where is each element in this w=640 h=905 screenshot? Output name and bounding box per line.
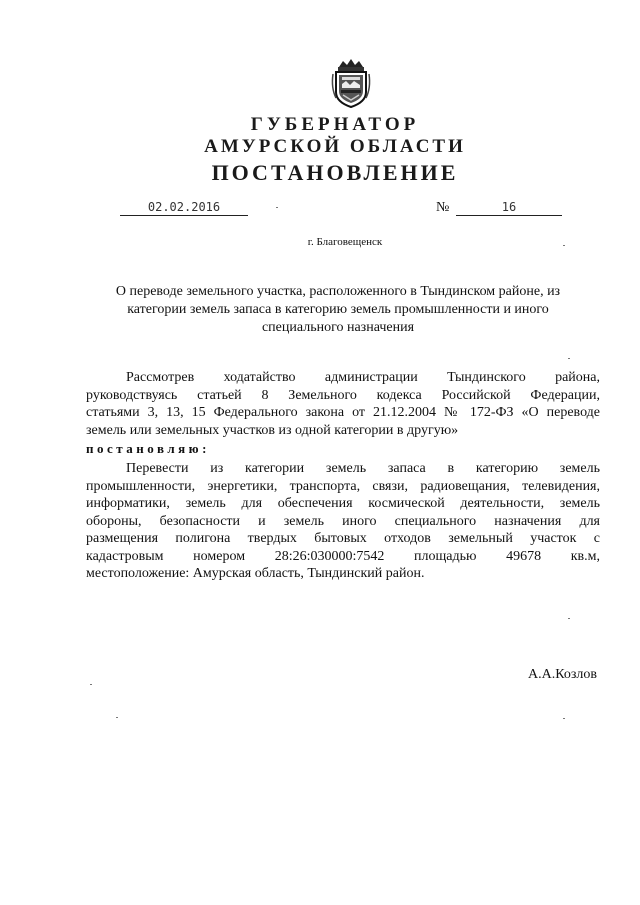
- scan-speck: [563, 245, 565, 246]
- preamble-paragraph: [86, 369, 600, 439]
- subject-line: категории земель запаса в категорию земель промышленности и иного: [127, 302, 549, 317]
- number-sign: №: [436, 200, 450, 215]
- resolve-word: постановляю:: [86, 441, 210, 456]
- preamble-line: Рассмотрев ходатайство администрации Тындинского района,: [126, 370, 600, 385]
- authority-title: ГУБЕРНАТОР: [250, 114, 420, 135]
- preamble-line: руководствуясь статьей 8 Земельного кодекса Российской Федерации,: [86, 387, 600, 403]
- decision-line: промышленности, энергетики, транспорта, связи, радиовещания, телевидения,: [86, 478, 600, 494]
- decision-line: местоположение: Амурская область, Тындинский район.: [86, 566, 425, 581]
- subject-line: О переводе земельного участка, расположенного в Тындинском районе, из: [115, 284, 561, 299]
- decision-line: кадастровым номером 28:26:030000:7542 площадью 49678 кв.м,: [86, 548, 600, 564]
- decision-paragraph: [86, 460, 600, 583]
- decision-line: обороны, безопасности и земель иного специального назначения для: [86, 513, 600, 529]
- preamble-line: статьями 3, 13, 15 Федерального закона от 21.12.2004 № 172-ФЗ «О переводе: [86, 405, 600, 420]
- scan-speck: [568, 358, 570, 359]
- signatory-name: А.А.Козлов: [528, 667, 597, 682]
- issuing-city: г. Благовещенск: [307, 236, 383, 248]
- scan-speck: [276, 207, 278, 208]
- preamble-line: земель или земельных участков из одной категории в другую»: [86, 422, 459, 438]
- document-type-title: ПОСТАНОВЛЕНИЕ: [211, 160, 459, 185]
- region-title: АМУРСКОЙ ОБЛАСТИ: [204, 136, 466, 157]
- scan-speck: [116, 717, 118, 718]
- scan-speck: [90, 684, 92, 685]
- decree-date: 02.02.2016: [120, 200, 248, 216]
- decision-line: размещения полигона твердых бытовых отходов земельный участок с: [86, 531, 600, 546]
- decision-line: Перевести из категории земель запаса в категорию земель: [126, 461, 600, 476]
- decree-subject: [0, 283, 640, 337]
- scan-speck: [563, 718, 565, 719]
- subject-line: специального назначения: [261, 320, 415, 335]
- decree-number: 16: [456, 200, 562, 216]
- decision-line: информатики, земель для обеспечения космической деятельности, земель: [86, 496, 600, 511]
- coat-of-arms-emblem-icon: [330, 58, 372, 108]
- scan-speck: [568, 618, 570, 619]
